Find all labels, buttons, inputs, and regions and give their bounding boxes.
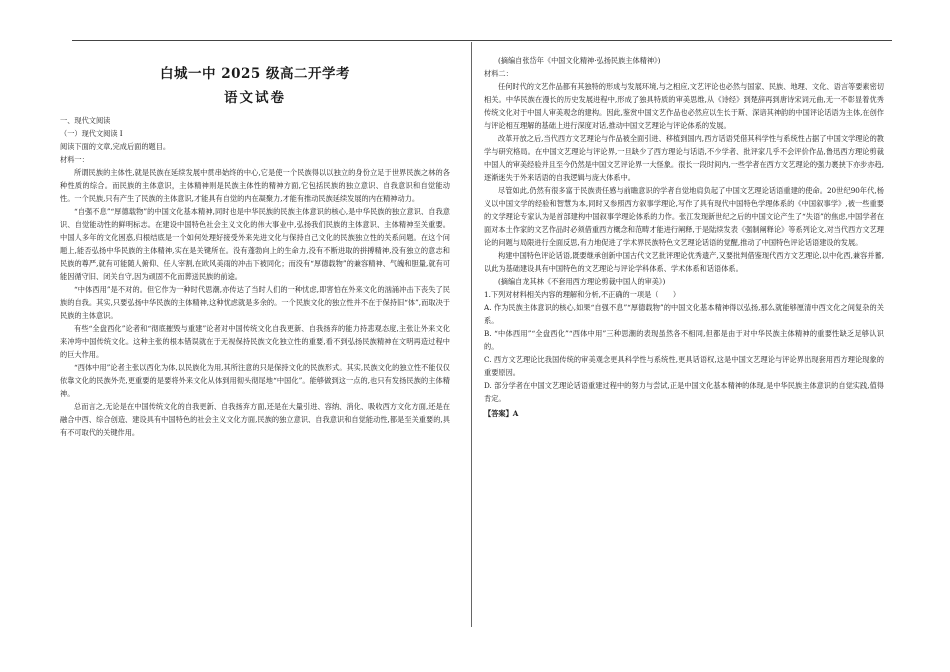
paragraph: “西体中用”论者主张以西化为体,以民族化为用,其所注意的只是保持文化的民族形式。其实,民族文化的独立性不能仅仅依靠文化的民族外壳,更重要的是要将外来文化从体到用彻头彻尾地“中国化”。能够做到这一点的,也只有发扬民族的主体精神。: [60, 363, 450, 398]
paragraph: 有些“全盘西化”论者和“彻底摧毁与重建”论者对中国传统文化自我更新、自我扬弃的能力持悲观态度,主张让外来文化来冲垮中国传统文化。这种主张的根本错误就在于无视保持民族文化独立性的重要,看不到弘扬民族精神在文明再造过程中的巨大作用。: [60, 324, 450, 359]
left-column: [60, 54, 450, 614]
option-a: A. 作为民族主体意识的核心,如果“自强不息”“厚德载物”的中国文化基本精神得以弘扬,那么就能够厘清中西文化之间复杂的关系。: [484, 303, 884, 325]
option-b: B. “中体西用”“全盘西化”“西体中用”三种思潮的表现虽然各不相同,但都是由于对中华民族主体精神的重要性缺乏足够认识的。: [484, 329, 884, 351]
material-two-label: 材料二：: [484, 69, 513, 78]
answer-line: [484, 407, 884, 420]
answer-tag: 【答案】: [484, 409, 513, 418]
answer-value: A: [512, 409, 519, 418]
paragraph: 任何时代的文艺作品都有其独特的形成与发展环境,与之相应,文艺评论也必然与国家、民族、地理、文化、语言等要素密切相关。中华民族在漫长的历史发展进程中,形成了独具特质的审美思维,从《诗经》到楚辞再到唐诗宋词元曲,无一不彰显着优秀传统文化对于中国人审美观念的建构。因此,鉴赏中国文艺作品也必然应以生长于斯、深谙其神韵的中国评论话语为主体,在创作与评论相互理解的基础上进行深度对话,推动中国文艺理论与评论体系的发展。: [484, 82, 884, 130]
paragraph: “中体西用”是不对的。但它作为一种时代思潮,亦传达了当时人们的一种忧虑,即害怕在外来文化的汹涌冲击下丧失了民族的自我。其实,只要弘扬中华民族的主体精神,这种忧虑就是多余的。一个民族文化的独立性并不在于保持旧“体”,而取决于民族的主体意识。: [60, 285, 450, 320]
material-one-label: 材料一：: [60, 155, 89, 164]
paragraph: 总而言之,无论是在中国传统文化的自我更新、自我扬弃方面,还是在大量引进、容纳、消化、吸收西方文化方面,还是在融合中西、综合创造、建设具有中国特色的社会主义文化方面,民族的独立意识、自我意识和自觉能动性,都是至关重要的,具有不可取代的关键作用。: [60, 402, 450, 437]
paragraph: 改革开放之后,当代西方文艺理论与作品被全面引进、移植到国内,西方话语凭借其科学性与系统性占据了中国文学理论的教学与研究格局。在中国文艺理论与评论界,一旦缺少了西方理论与话语,不少学者、批评家几乎不会评价作品,鲁迅西方理论剪裁中国人的审美经验并且至今仍然是中国文艺评论界一大怪象。很长一段时间内,一些学者在西方文艺理论的强力裹挟下亦步亦趋,逐渐迷失于外来话语的自我逻辑与庞大体系中。: [484, 134, 884, 182]
source-citation: (摘编自龙其林《不套用西方理论剪裁中国人的审美》): [498, 277, 666, 286]
section-heading: 一、现代文阅读: [60, 116, 111, 125]
option-d: D. 部分学者在中国文艺理论话语重建过程中的努力与尝试,正是中国文化基本精神的体现,是中华民族主体意识的自觉实践,值得肯定。: [484, 381, 884, 403]
source-citation: (摘编自张岱年《中国文化精神·弘扬民族主体精神》): [498, 56, 661, 65]
paragraph: 构建中国特色评论话语,既要继承创新中国古代文艺批评理论优秀遗产,又要批判借鉴现代西方文艺理论,以中化西,兼容并蓄,以此为基础建设具有中国特色的文艺理论与评论学科体系、学术体系和话语体系。: [484, 251, 884, 273]
subsection-heading: （一）现代文阅读 I: [60, 129, 123, 138]
top-rule: [72, 40, 892, 41]
paragraph: 所谓民族的主体性,就是民族在延续发展中贯串始终的中心,它是使一个民族得以以独立的身份立足于世界民族之林的各种性质的综合。而民族的主体意识，主体精神则是民族主体性的精神方面,它包括民族的独立意识、自我意识和自觉能动性。一个民族,只有产生了民族的主体意识,才能具有自觉的内在凝聚力,才能有推动民族延续发展的内在精神动力。: [60, 168, 450, 203]
exam-subtitle: 语文试卷: [224, 90, 286, 106]
question-stem: 1.下列对材料相关内容的理解和分析,不正确的一项是（ ）: [484, 290, 681, 299]
right-column: [484, 54, 884, 622]
column-divider: [471, 42, 472, 627]
reading-instruction: 阅读下面的文章,完成后面的题目。: [60, 142, 171, 151]
paragraph: “自强不息”“厚德载物”的中国文化基本精神,同时也是中华民族的民族主体意识的核心,是中华民族的独立意识、自我意识、自觉能动性的鲜明标志。在建设中国特色社会主义文化的伟大事业中,弘扬我们民族的主体意识、主体精神至关重要。中国人多年的文化困惑,归根结底是一个如何处理好接受外来先进文化与保持自己文化的民族独立性的关系问题。在这个问题上,能否弘扬中华民族的主体精神,实在是关键所在。没有蓬勃向上的生命力,没有不断进取的拼搏精神,没有独立的意志和民族的尊严,就有可能随人俯仰、任人宰割,在欧风美雨的冲击下被同化；而没有“厚德载物”的兼容精神、气魄和胆量,就有可能因循守旧、闭关自守,因为顽固不化而葬送民族的前途。: [60, 207, 450, 281]
option-c: C. 西方文艺理论比我国传统的审美观念更具科学性与系统性,更具话语权,这是中国文艺理论与评论界出现套用西方理论现象的重要原因。: [484, 355, 884, 377]
exam-title: 白城一中 2025 级高二开学考: [160, 66, 350, 82]
paragraph: 尽管如此,仍然有很多富于民族责任感与前瞻意识的学者自觉地肩负起了中国文艺理论话语重建的使命。20世纪90年代,杨义以中国文学的经验和智慧为本,同时又参照西方叙事学理论,写作了具有现代中国特色学理体系的《中国叙事学》,被一些重要的文学理论专家认为是首部建构中国叙事学理论体系的力作。张江发现新世纪之后的中国文论产生了“失语”的焦虑,中国学者在面对本土作家的文艺作品时必须借重西方概念和范畴才能进行阐释,于是陆续发表《强制阐释论》等系列论文,对当代西方文艺理论的问题与局限进行全面反思,有力地促进了学术界民族特色文艺理论话语的觉醒,推动了中国特色评论话语建设的发展。: [484, 186, 884, 247]
